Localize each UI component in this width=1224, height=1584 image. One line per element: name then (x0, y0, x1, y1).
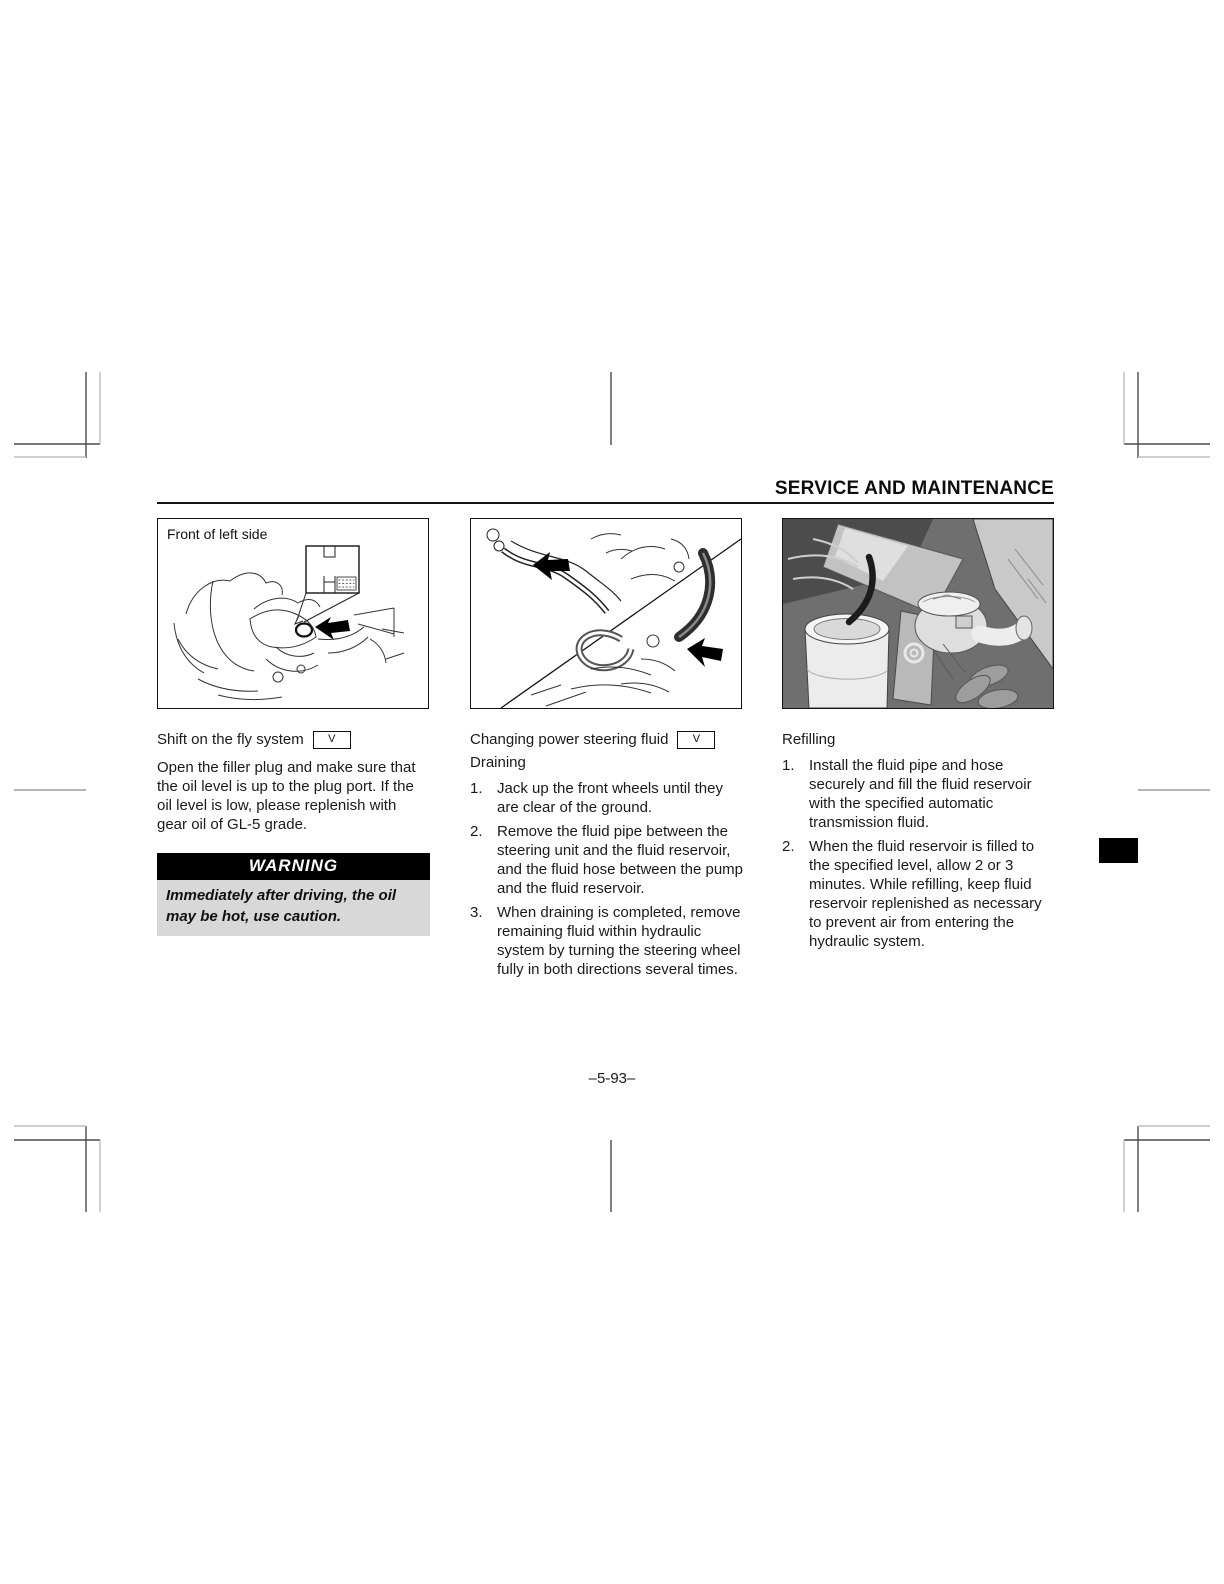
column-refilling (782, 518, 1055, 951)
list-item (470, 903, 743, 979)
topic-heading: Shift on the fly system (157, 731, 304, 748)
list-item (782, 837, 1055, 951)
body-paragraph: Open the filler plug and make sure that the oil level is up to the plug port. If the oil level is low, please replenish with gear oil of GL-5 grade. (157, 759, 416, 833)
step-text: Install the fluid pipe and hose securely and fill the fluid reservoir with the specified automatic transmission fluid. (809, 757, 1032, 831)
refilling-steps (782, 756, 1055, 951)
v-marker-badge: V (313, 731, 351, 749)
figure-fluid-reservoir (782, 518, 1054, 709)
topic-heading-row (470, 730, 743, 749)
list-item (470, 822, 743, 898)
list-item (470, 779, 743, 817)
v-marker-badge: V (677, 731, 715, 749)
page-title: SERVICE AND MAINTENANCE (774, 478, 1054, 499)
step-number: 1. (782, 757, 795, 774)
transaxle-filler-plug-drawing (158, 519, 428, 708)
figure-power-steering-pipes (470, 518, 742, 709)
steering-fluid-pipes-drawing (471, 519, 741, 708)
subheading-draining: Draining (470, 754, 526, 771)
page-number: –5-93– (588, 1070, 636, 1087)
column-power-steering-draining (470, 518, 743, 979)
step-number: 1. (470, 780, 483, 797)
step-text: When the fluid reservoir is filled to the specified level, allow 2 or 3 minutes. While refilling, keep fluid reservoir replenished as necessary to prevent air from entering the hydraulic system. (809, 838, 1042, 950)
section-index-tab (1099, 838, 1138, 863)
column-shift-on-the-fly (157, 518, 430, 936)
step-text: When draining is completed, remove remaining fluid within hydraulic system by turning the steering wheel fully in both directions several times. (497, 904, 741, 978)
subheading-refilling: Refilling (782, 731, 836, 748)
step-number: 3. (470, 904, 483, 921)
header-rule (157, 502, 1054, 504)
list-item (782, 756, 1055, 832)
warning-box (157, 853, 430, 936)
topic-heading-row (157, 730, 430, 749)
warning-title: WARNING (157, 853, 430, 880)
step-text: Remove the fluid pipe between the steering unit and the fluid reservoir, and the fluid hose between the pump and the fluid reservoir. (497, 823, 744, 897)
topic-heading: Changing power steering fluid (470, 731, 669, 748)
figure-shift-on-the-fly (157, 518, 429, 709)
figure-caption: Front of left side (167, 526, 268, 542)
draining-steps (470, 779, 743, 979)
step-number: 2. (782, 838, 795, 855)
fluid-reservoir-photo-illustration (783, 519, 1053, 708)
step-number: 2. (470, 823, 483, 840)
warning-text: Immediately after driving, the oil may be hot, use caution. (157, 880, 430, 936)
step-text: Jack up the front wheels until they are clear of the ground. (497, 780, 723, 816)
